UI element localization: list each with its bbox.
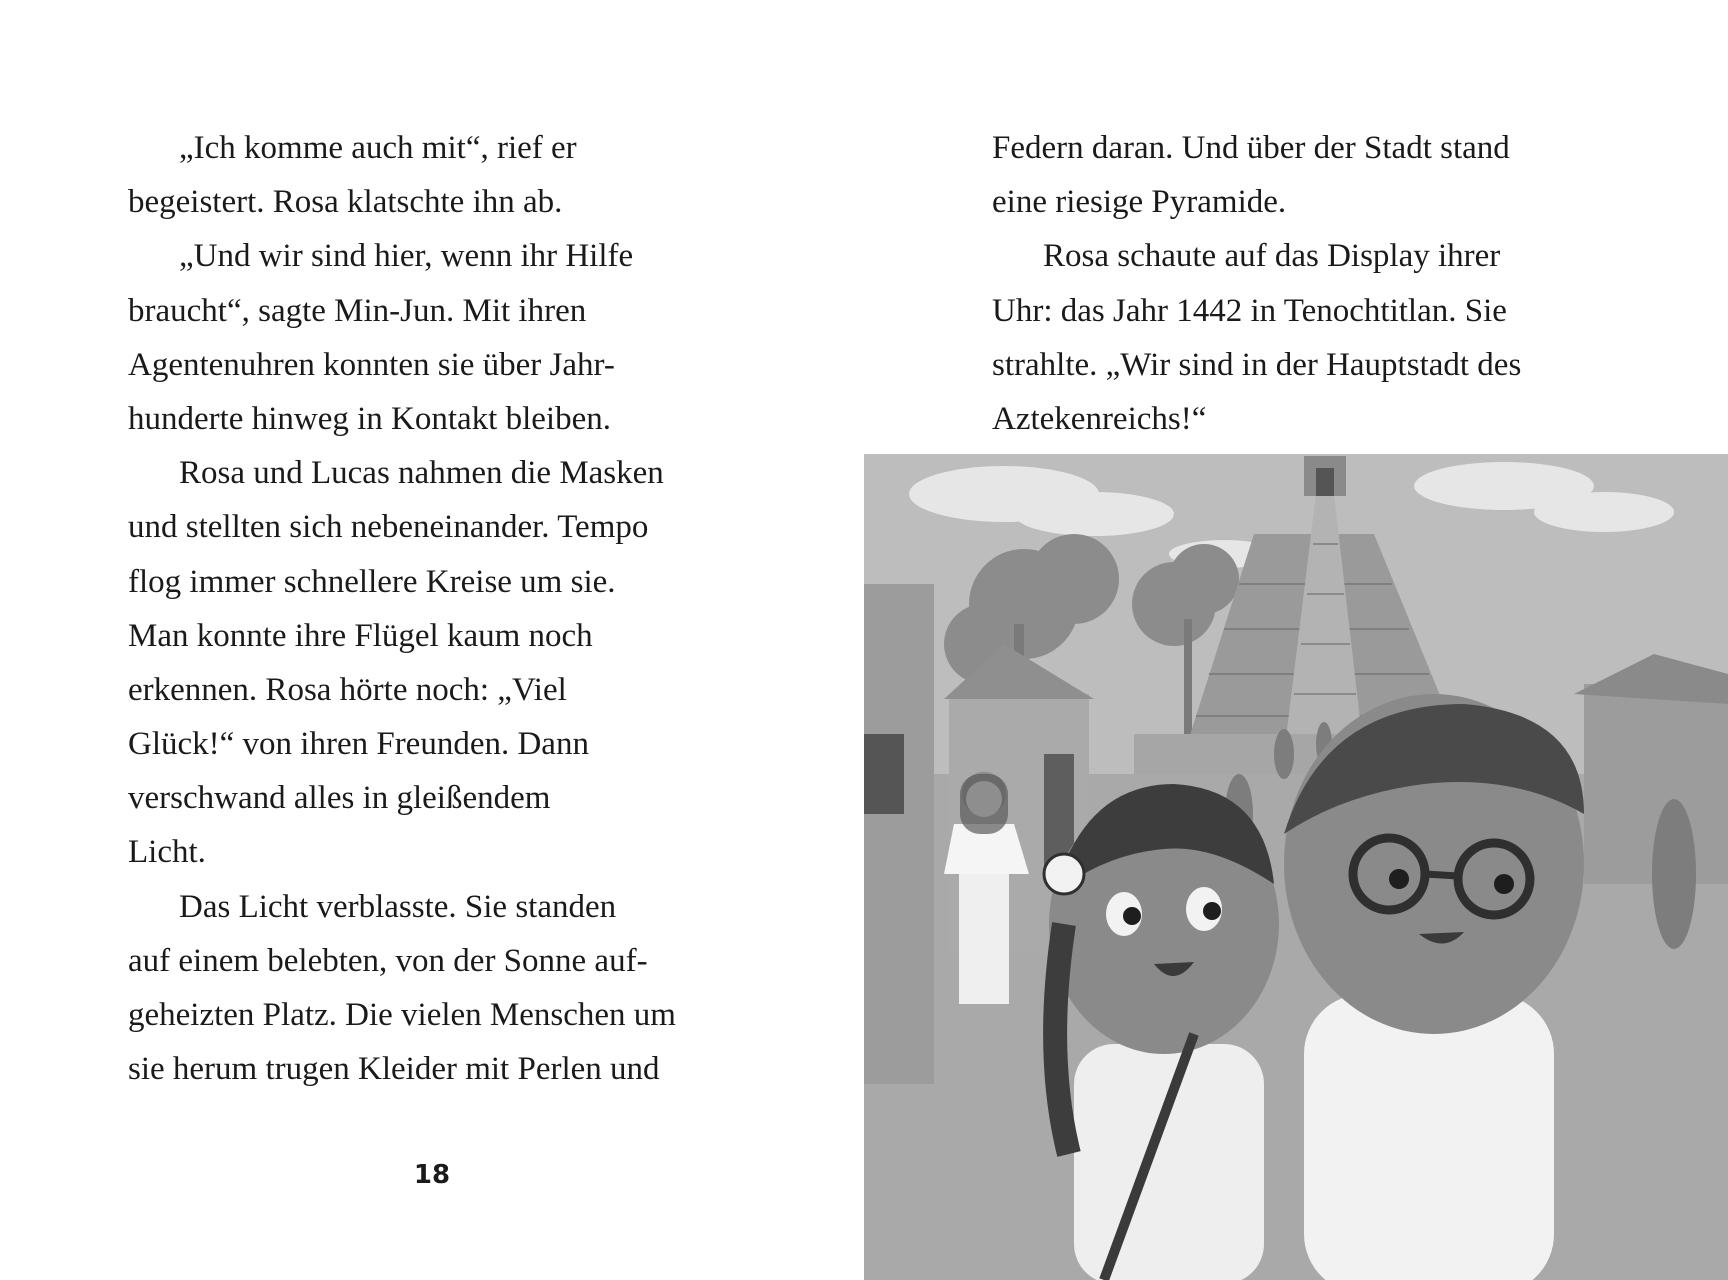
left-text-line: „Und wir sind hier, wenn ihr Hilfe (179, 238, 634, 275)
right-text-line: Rosa schaute auf das Display ihrer (1043, 238, 1501, 275)
left-text-line: Licht. (128, 834, 206, 871)
left-text-line: Rosa und Lucas nahmen die Masken (179, 455, 664, 492)
left-text-line: Man konnte ihre Flügel kaum noch (128, 617, 593, 654)
right-text-line: Federn daran. Und über der Stadt stand (992, 130, 1510, 166)
right-page-text (992, 121, 1612, 446)
left-text-line: Agentenuhren konnten sie über Jahr- (128, 346, 615, 383)
left-text-line: Glück!“ von ihren Freunden. Dann (128, 726, 589, 763)
right-text-line: Uhr: das Jahr 1442 in Tenochtitlan. Sie (992, 292, 1507, 329)
left-text-line: „Ich komme auch mit“, rief er (179, 130, 577, 166)
left-text-line: erkennen. Rosa hörte noch: „Viel (128, 671, 567, 708)
left-text-line: auf einem belebten, von der Sonne auf- (128, 942, 648, 979)
left-text-line: hunderte hinweg in Kontakt bleiben. (128, 400, 611, 437)
left-page-text (128, 121, 768, 1096)
left-text-line: und stellten sich nebeneinander. Tempo (128, 509, 649, 546)
left-text-line: geheizten Platz. Die vielen Menschen um (128, 997, 676, 1033)
left-text-line: begeistert. Rosa klatschte ihn ab. (128, 184, 563, 221)
illustration-pyramid-scene (864, 454, 1728, 1280)
left-text-line: Das Licht verblasste. Sie standen (179, 888, 617, 925)
left-text-line: braucht“, sagte Min-Jun. Mit ihren (128, 292, 587, 329)
left-text-line: flog immer schnellere Kreise um sie. (128, 563, 616, 600)
right-text-line: strahlte. „Wir sind in der Hauptstadt des (992, 346, 1522, 383)
left-text-line: verschwand alles in gleißendem (128, 780, 551, 817)
left-text-line: sie herum trugen Kleider mit Perlen und (128, 1051, 660, 1088)
right-text-line: Aztekenreichs!“ (992, 400, 1207, 437)
house-right (1574, 654, 1728, 884)
page-number: 18 (413, 1160, 451, 1190)
right-text-line: eine riesige Pyramide. (992, 184, 1287, 221)
